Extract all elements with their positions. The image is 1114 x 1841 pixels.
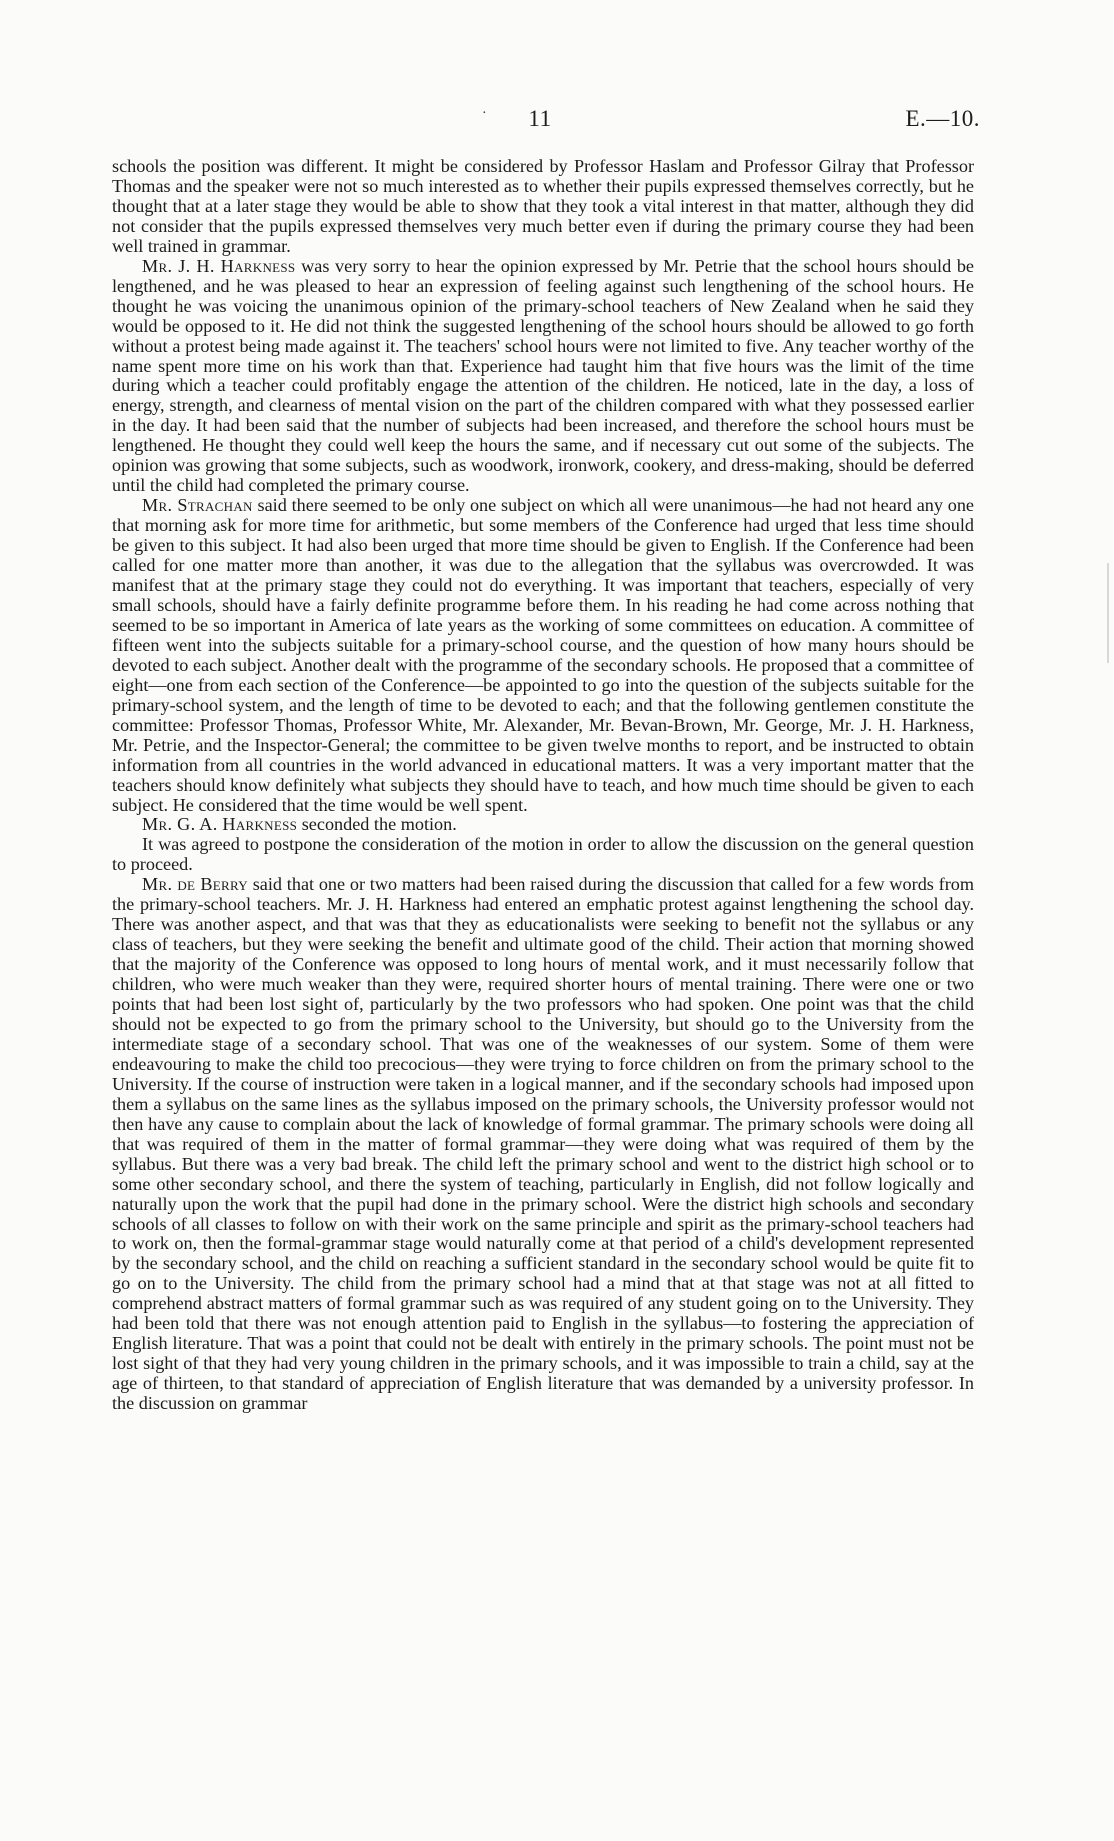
speaker-name: Mr. de Berry <box>142 874 248 895</box>
paragraph <box>112 157 974 257</box>
paragraph-text: said that one or two matters had been raised during the discussion that called for a few words from the primary-school teachers. Mr. J. H. Harkness had entered an emphatic protest against lengthening the school day. There was another aspect, and that was that they as educationalists were seeking to benefit not the syllabus or any class of teachers, but they were seeking the benefit and ultimate good of the child. Their action that morning showed that the majority of the Conference was opposed to long hours of mental work, and it must necessarily follow that children, who were much weaker than they were, required shorter hours of mental training. There were one or two points that had been lost sight of, particularly by the two professors who had spoken. One point was that the child should not be expected to go from the primary school to the University, but should go to the University from the intermediate stage of a secondary school. That was one of the weaknesses of our system. Some of them were endeavouring to make the child too precocious—they were trying to force children on from the primary school to the University. If the course of instruction were taken in a logical manner, and if the secondary schools had imposed upon them a syllabus on the same lines as the syllabus imposed on the primary schools, the University professor would not then have any cause to complain about the lack of knowledge of formal grammar. The primary schools were doing all that was required of them in the matter of formal grammar—they were doing what was required of them by the syllabus. But there was a very bad break. The child left the primary school and went to the district high school or to some other secondary school, and there the system of teaching, particularly in English, did not follow logically and naturally upon the work that the pupil had done in the primary school. Were the district high schools and secondary schools of all classes to follow on with their work on the same principle and spirit as the primary-school teachers had to work on, then the formal-grammar stage would naturally come at that period of a child's development represented by the secondary school, and the child on reaching a sufficient standard in the secondary school would be quite fit to go on to the University. The child from the primary school had a mind that at that stage was not at all fitted to comprehend abstract matters of formal grammar such as was required of any student going on to the University. They had been told that there was not enough attention paid to English in the syllabus—to fostering the appreciation of English literature. That was a point that could not be dealt with entirely in the primary schools. The point must not be lost sight of that they had very young children in the primary schools, and it was impossible to train a child, say at the age of thirteen, to that standard of appreciation of English literature that was demanded by a university professor. In the discussion on grammar <box>112 874 974 1414</box>
paragraph-text: seconded the motion. <box>297 814 457 835</box>
scan-margin-mark <box>1107 563 1109 663</box>
page-number: 11 <box>528 106 552 131</box>
document-reference: E.—10. <box>905 106 980 131</box>
paragraph-text: schools the position was different. It might be considered by Professor Haslam and Professor Gilray that Professor Thomas and the speaker were not so much interested as to whether their pupils expressed themselves correctly, but he thought that at a later stage they would be able to show that they took a vital interest in that matter, although they did not consider that the pupils expressed themselves very much better even if during the primary course they had been well trained in grammar. <box>112 156 974 256</box>
paragraph <box>112 496 974 815</box>
speaker-name: Mr. G. A. Harkness <box>142 814 298 835</box>
paragraph <box>112 815 974 835</box>
paragraph-text: was very sorry to hear the opinion expressed by Mr. Petrie that the school hours should be lengthened, and he was pleased to hear an expression of feeling against such lengthening of the school hours. He thought he was voicing the unanimous opinion of the primary-school teachers of New Zealand when he said they would be opposed to it. He did not think the suggested lengthening of the school hours should be allowed to go forth without a protest being made against it. The teachers' school hours were not limited to five. Any teacher worthy of the name spent more time on his work than that. Experience had taught him that five hours was the limit of the time during which a teacher could profitably engage the attention of the children. He noticed, late in the day, a loss of energy, strength, and clearness of mental vision on the part of the children compared with what they possessed earlier in the day. It had been said that the number of subjects had been increased, and therefore the school hours must be lengthened. He thought they could well keep the hours the same, and if necessary cut out some of the subjects. The opinion was growing that some subjects, such as woodwork, ironwork, cookery, and dress-making, should be deferred until the child had completed the primary course. <box>112 255 975 496</box>
paragraph-text: said there seemed to be only one subject on which all were unanimous—he had not heard any one that morning ask for more time for arithmetic, but some members of the Conference had urged that less time should be given to this subject. It had also been urged that more time should be given to English. If the Conference had been called for one matter more than another, it was due to the allegation that the syllabus was overcrowded. It was manifest that at the primary stage they could not do everything. It was important that teachers, especially of very small schools, should have a fairly definite programme before them. In his reading he had come across nothing that seemed to be so important in America of late years as the working of some committees on education. A committee of fifteen went into the subjects suitable for a primary-school course, and the question of how many hours should be devoted to each subject. Another dealt with the programme of the secondary schools. He proposed that a committee of eight—one from each section of the Conference—be appointed to go into the question of the subjects suitable for the primary-school system, and the length of time to be devoted to each; and that the following gentlemen constitute the committee: Professor Thomas, Professor White, Mr. Alexander, Mr. Bevan-Brown, Mr. George, Mr. J. H. Harkness, Mr. Petrie, and the Inspector-General; the committee to be given twelve months to report, and be instructed to obtain information from all countries in the world advanced in educational matters. It was a very important matter that the teachers should know definitely what subjects they should have to teach, and how much time should be given to each subject. He considered that the time would be well spent. <box>112 495 974 815</box>
body-text <box>112 157 974 1414</box>
paragraph <box>112 875 974 1414</box>
paragraph-text: It was agreed to postpone the consideration of the motion in order to allow the discussion on the general question to proceed. <box>112 834 974 875</box>
page-header <box>100 106 980 136</box>
paragraph <box>112 835 974 875</box>
speaker-name: Mr. Strachan <box>142 495 253 516</box>
paragraph <box>112 257 974 496</box>
header-dot: · <box>482 106 488 121</box>
speaker-name: Mr. J. H. Harkness <box>142 255 296 276</box>
